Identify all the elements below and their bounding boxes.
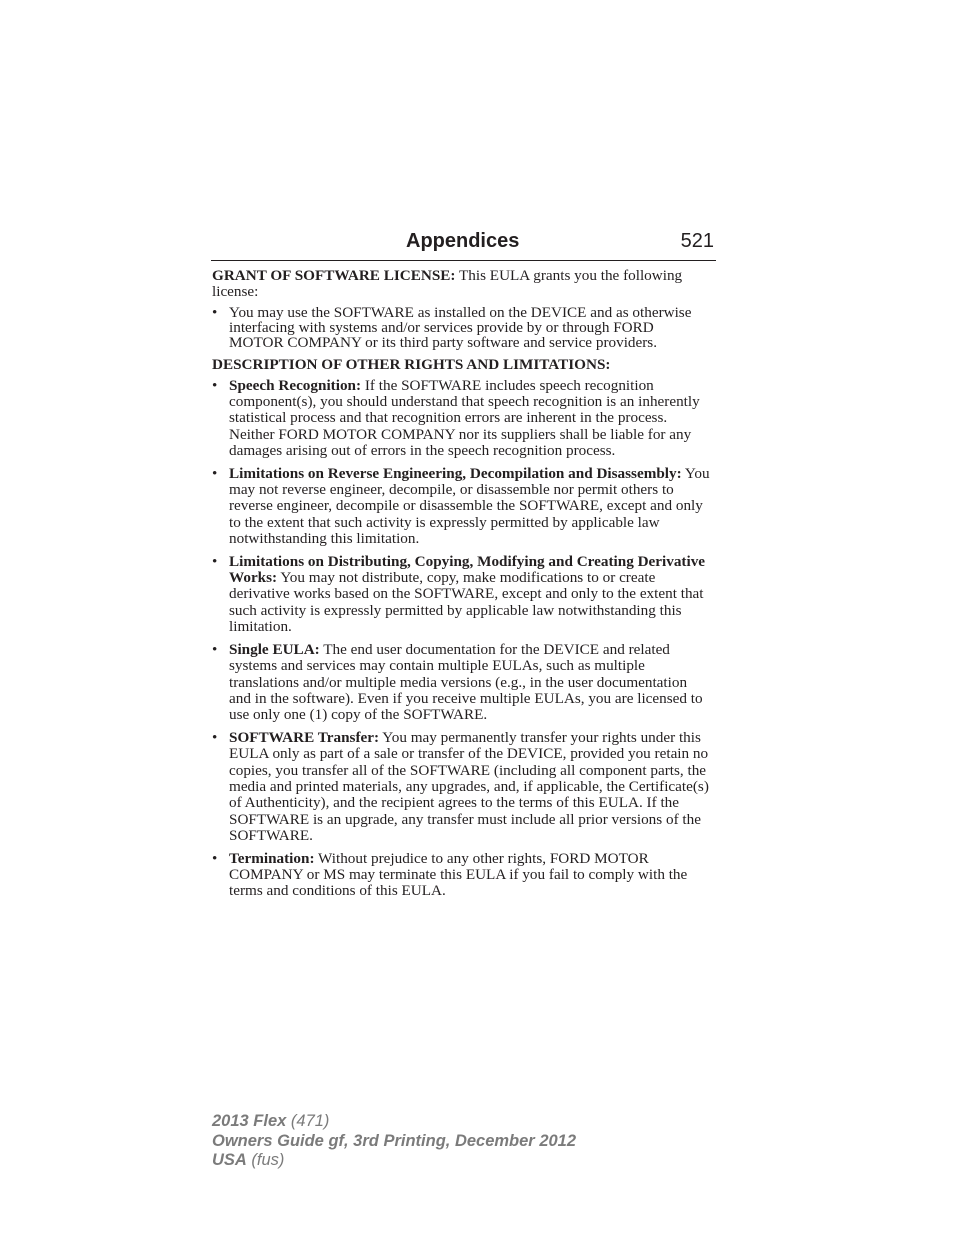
page-number: 521 [680, 230, 714, 252]
bullet-icon: • [212, 640, 218, 658]
list-item-text: You may not distribute, copy, make modifications to or create derivative works based on the SOFTWARE, except and only to the extent that such activity is expressly permitted by applicable law notwithstanding this limitation. [229, 569, 704, 636]
bullet-icon: • [212, 728, 218, 746]
list-item-text: Without prejudice to any other rights, FORD MOTOR COMPANY or MS may terminate this EULA if you fail to comply with the terms and conditions of this EULA. [229, 849, 688, 900]
footer-market-line [212, 1151, 576, 1171]
bullet-icon: • [212, 849, 218, 867]
list-item-label: Single EULA: [229, 640, 320, 658]
license-grant-paragraph [212, 268, 712, 300]
bullet-icon: • [212, 376, 218, 394]
footer-model-code: (471) [286, 1112, 330, 1130]
list-item-text: You may permanently transfer your rights under this EULA only as part of a sale or transfer of the DEVICE, provided you retain no copies, you transfer all of the SOFTWARE (including all component parts, the media and printed materials, any upgrades, and, if applicable, the Certificate(s) of Authenticity), and the recipient agrees to the terms of this EULA. If the SOFTWARE is an upgrade, any transfer must include all prior versions of the SOFTWARE. [229, 728, 709, 845]
section-title: Appendices [406, 230, 520, 252]
footer-model-line [212, 1112, 576, 1132]
list-item [212, 554, 712, 636]
bullet-icon: • [212, 552, 218, 570]
list-item [212, 851, 712, 900]
page-body [212, 268, 712, 906]
list-item-label: Termination: [229, 849, 315, 867]
rights-list [212, 378, 712, 900]
list-item [212, 642, 712, 724]
list-item [212, 378, 712, 460]
list-item [212, 730, 712, 845]
list-item-label: Limitations on Distributing, Copying, Modifying and Creating Derivative Works: [229, 552, 706, 587]
list-item-text: If the SOFTWARE includes speech recognition component(s), you should understand that speech recognition is an inherently statistical process and that recognition errors are inherent in the process. Neither FORD MOTOR COMPANY nor its suppliers shall be liable for any damages arising out of errors in the speech recognition process. [229, 376, 700, 460]
footer-market-code: (fus) [246, 1151, 285, 1169]
license-list [212, 305, 712, 351]
list-item [212, 305, 712, 351]
license-grant-text: This EULA grants you the following license: [212, 267, 683, 300]
bullet-icon: • [212, 303, 218, 321]
list-item-label: Speech Recognition: [229, 376, 362, 394]
list-item [212, 466, 712, 548]
footer-printing-line [212, 1132, 576, 1152]
page-header [211, 228, 716, 261]
bullet-icon: • [212, 464, 218, 482]
footer-printing: Owners Guide gf, 3rd Printing, December 2012 [212, 1131, 577, 1150]
list-item-label: Limitations on Reverse Engineering, Decompilation and Disassembly: [229, 464, 682, 482]
footer-model: 2013 Flex [212, 1112, 287, 1130]
list-item-text: The end user documentation for the DEVICE and related systems and services may contain multiple EULAs, such as multiple translations and/or multiple media versions (e.g., in the user documentation and in the software). Even if you receive multiple EULAs, you are licensed to use only one (1) copy of the SOFTWARE. [229, 640, 703, 724]
list-item-text: You may not reverse engineer, decompile, or disassemble nor permit others to reverse engineer, decompile or disassemble the SOFTWARE, except and only to the extent that such activity is expressly permitted by applicable law notwithstanding this limitation. [229, 464, 710, 548]
list-item-text: You may use the SOFTWARE as installed on the DEVICE and as otherwise interfacing with systems and/or services provide by or through FORD MOTOR COMPANY or its third party software and service providers. [229, 303, 692, 352]
rights-heading: DESCRIPTION OF OTHER RIGHTS AND LIMITATIONS: [212, 355, 611, 373]
page-footer [212, 1112, 576, 1171]
license-grant-label: GRANT OF SOFTWARE LICENSE: [212, 267, 456, 284]
list-item-label: SOFTWARE Transfer: [229, 728, 380, 746]
footer-market: USA [212, 1151, 247, 1169]
